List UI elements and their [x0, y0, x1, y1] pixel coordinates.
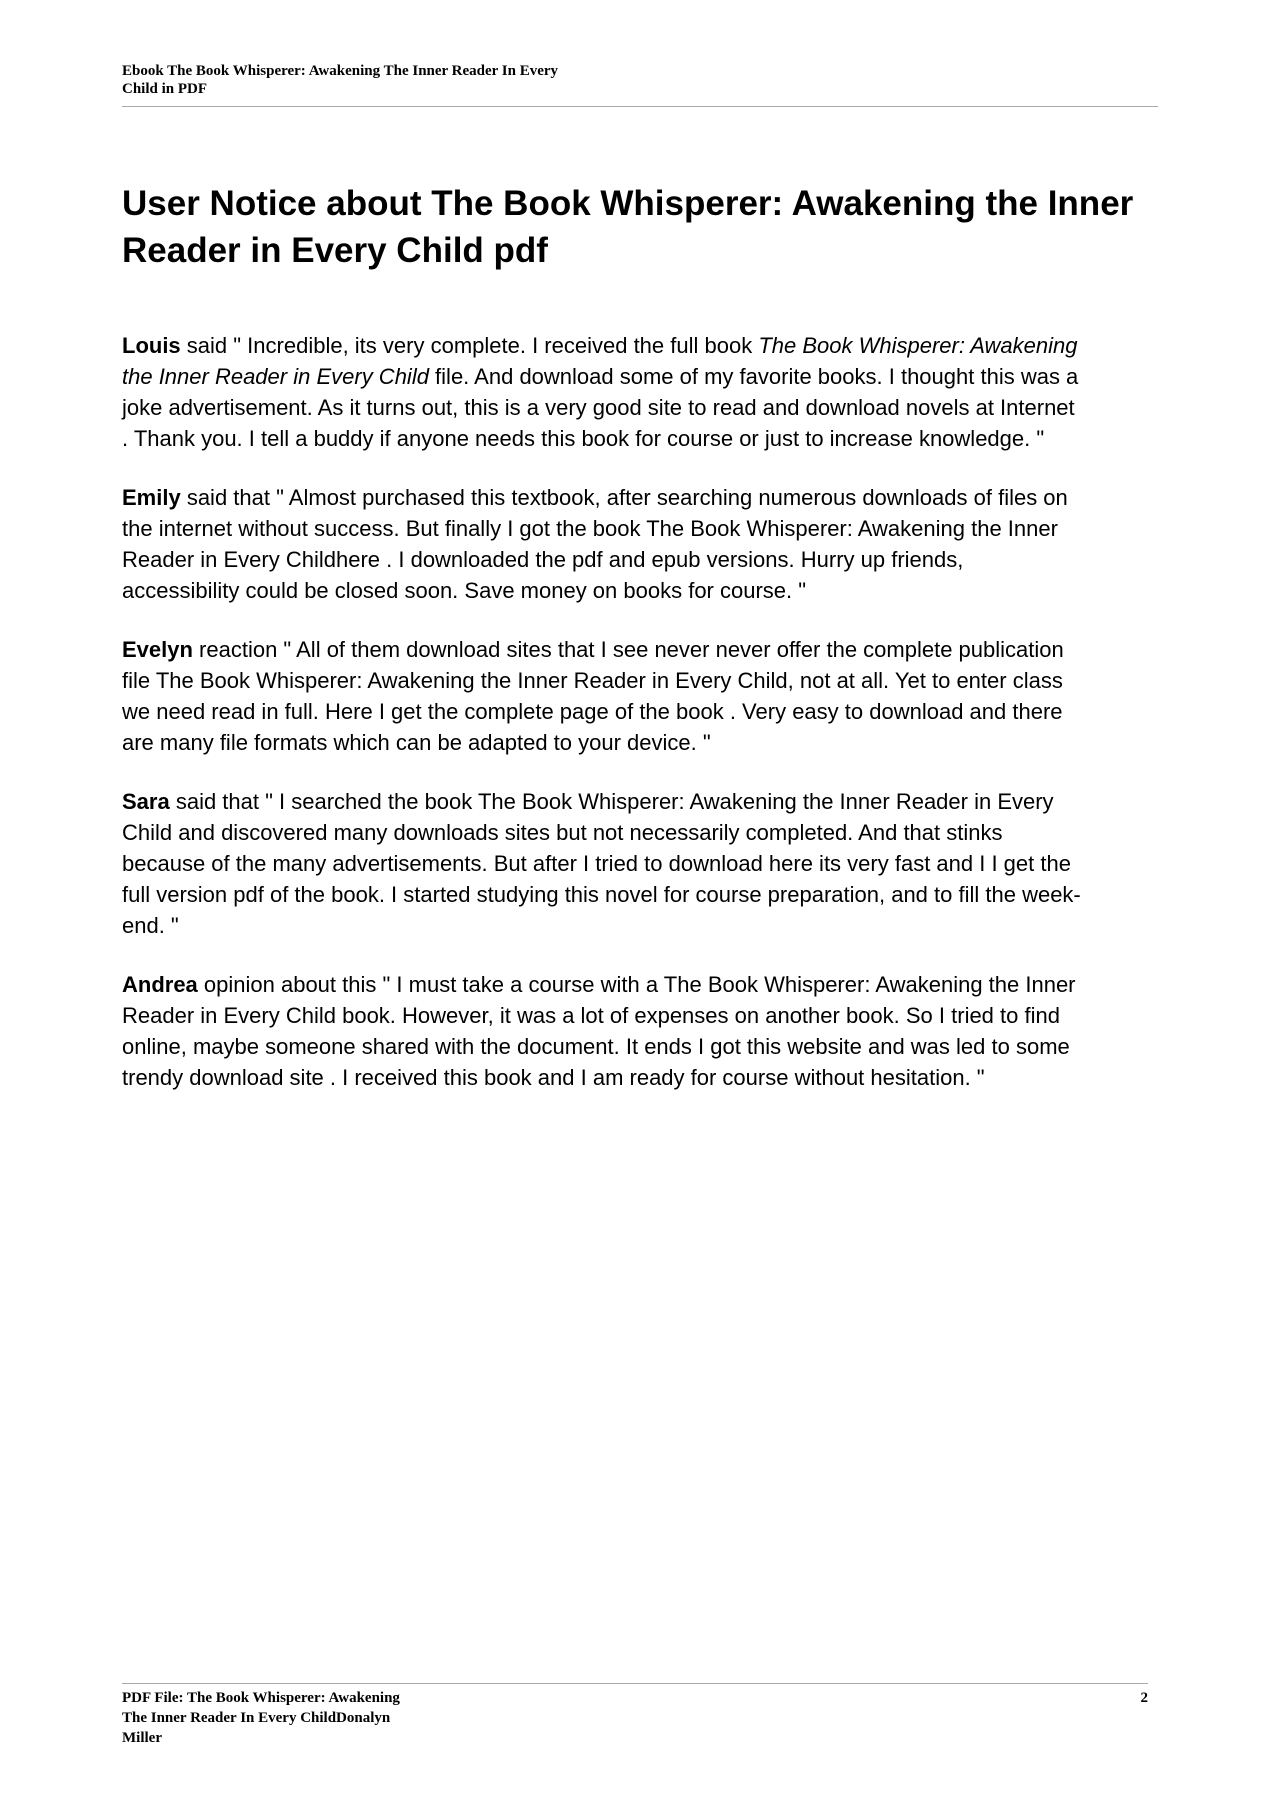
- page-title-line: Reader in Every Child pdf: [122, 231, 548, 270]
- review-line: Reader in Every Childhere . I downloaded the pdf and epub versions. Hurry up friends,: [122, 547, 964, 572]
- review-line: file The Book Whisperer: Awakening the Inner Reader in Every Child, not at all. Yet to enter class: [122, 668, 1063, 693]
- review-line: [122, 330, 1162, 361]
- review-line: [122, 482, 1162, 513]
- review-text: said that " I searched the book The Book Whisperer: Awakening the Inner Reader in Every: [169, 789, 1054, 814]
- book-title-italic: the Inner Reader in Every Child: [122, 364, 429, 389]
- review-line: we need read in full. Here I get the complete page of the book . Very easy to download and there: [122, 699, 1063, 724]
- review-text: file. And download some of my favorite books. I thought this was a: [428, 364, 1079, 389]
- review-line: [122, 361, 1162, 392]
- running-header: [122, 62, 1158, 98]
- review-text: reaction " All of them download sites that I see never never offer the complete publication: [192, 637, 1064, 662]
- review-line: end. ": [122, 913, 179, 938]
- review-line: [122, 786, 1162, 817]
- running-footer-line: The Inner Reader In Every ChildDonalyn: [122, 1710, 391, 1726]
- reviewer-name: Andrea: [122, 972, 198, 997]
- review-louis: [122, 330, 1162, 454]
- review-line: [122, 634, 1162, 665]
- review-line: trendy download site . I received this book and I am ready for course without hesitation. ": [122, 1065, 985, 1090]
- review-line: because of the many advertisements. But after I tried to download here its very fast and I I get the: [122, 851, 1071, 876]
- review-line: accessibility could be closed soon. Save money on books for course. ": [122, 578, 807, 603]
- running-footer-line: PDF File: The Book Whisperer: Awakening: [122, 1690, 400, 1706]
- review-text: said " Incredible, its very complete. I received the full book: [180, 333, 759, 358]
- review-line: Reader in Every Child book. However, it was a lot of expenses on another book. So I tried to find: [122, 1003, 1060, 1028]
- running-footer: [122, 1688, 622, 1748]
- reviews-section: [122, 330, 1162, 1121]
- review-andrea: [122, 969, 1162, 1093]
- footer-divider: [122, 1683, 1148, 1684]
- review-text: said that " Almost purchased this textbook, after searching numerous downloads of files on: [180, 485, 1068, 510]
- running-header-line: Child in PDF: [122, 81, 208, 97]
- review-line: Child and discovered many downloads sites but not necessarily completed. And that stinks: [122, 820, 1003, 845]
- reviewer-name: Evelyn: [122, 637, 193, 662]
- book-title-italic: The Book Whisperer: Awakening: [758, 333, 1078, 358]
- review-line: . Thank you. I tell a buddy if anyone needs this book for course or just to increase knowledge. ": [122, 426, 1045, 451]
- review-line: the internet without success. But finally I got the book The Book Whisperer: Awakening the Inner: [122, 516, 1058, 541]
- review-line: full version pdf of the book. I started studying this novel for course preparation, and to fill the week-: [122, 882, 1081, 907]
- header-divider: [122, 106, 1158, 107]
- review-line: [122, 969, 1162, 1000]
- review-line: are many file formats which can be adapted to your device. ": [122, 730, 711, 755]
- reviewer-name: Louis: [122, 333, 181, 358]
- page-title-line: User Notice about The Book Whisperer: Awakening the Inner: [122, 184, 1134, 223]
- running-footer-line: Miller: [122, 1730, 162, 1746]
- review-text: opinion about this " I must take a course with a The Book Whisperer: Awakening the Inner: [197, 972, 1076, 997]
- reviewer-name: Emily: [122, 485, 181, 510]
- review-line: joke advertisement. As it turns out, this is a very good site to read and download novels at Internet: [122, 395, 1075, 420]
- review-evelyn: [122, 634, 1162, 758]
- review-sara: [122, 786, 1162, 941]
- review-line: online, maybe someone shared with the document. It ends I got this website and was led to some: [122, 1034, 1070, 1059]
- page-title: [122, 180, 1162, 274]
- review-emily: [122, 482, 1162, 606]
- reviewer-name: Sara: [122, 789, 170, 814]
- running-header-line: Ebook The Book Whisperer: Awakening The Inner Reader In Every: [122, 63, 559, 79]
- page-number: 2: [1140, 1690, 1148, 1706]
